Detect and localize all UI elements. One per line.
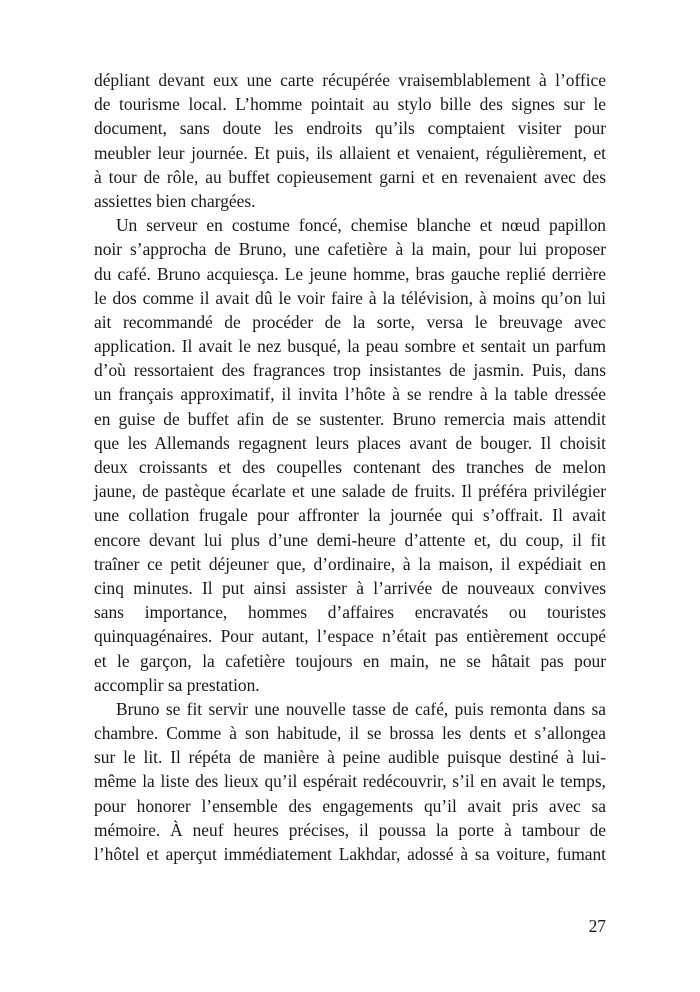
- text-line: de tourisme local. L’homme pointait au stylo bille des signes sur le: [94, 94, 606, 115]
- text-line: mémoire. À neuf heures précises, il poussa la porte à tambour de: [94, 819, 606, 840]
- paragraph-start-line: Bruno se fit servir une nouvelle tasse de café, puis remonta dans sa: [116, 698, 606, 719]
- body-text: [94, 68, 606, 866]
- text-line: deux croissants et des coupelles contenant des tranches de melon: [94, 457, 606, 477]
- text-line: pour honorer l’ensemble des engagements qu’il avait pris avec sa: [94, 795, 606, 816]
- text-line: du café. Bruno acquiesça. Le jeune homme, bras gauche replié derrière: [94, 263, 606, 284]
- text-line: un français approximatif, il invita l’hôte à se rendre à la table dressée: [94, 384, 606, 405]
- text-line: même la liste des lieux qu’il espérait redécouvrir, s’il en avait le temps,: [94, 771, 606, 792]
- text-line: en guise de buffet afin de se sustenter. Bruno remercia mais attendit: [94, 408, 606, 429]
- text-line: encore devant lui plus d’une demi-heure d’attente et, du coup, il fit: [94, 529, 606, 550]
- text-line: dépliant devant eux une carte récupérée vraisemblablement à l’office: [94, 70, 606, 90]
- text-line: cinq minutes. Il put ainsi assister à l’arrivée de nouveaux convives: [94, 577, 606, 598]
- page-number: 27: [588, 916, 606, 936]
- text-line: noir s’approcha de Bruno, une cafetière à la main, pour lui proposer: [94, 239, 606, 260]
- text-line: une collation frugale pour affronter la journée qui s’offrait. Il avait: [94, 505, 606, 526]
- text-line: ait recommandé de procéder de la sorte, versa le breuvage avec: [94, 311, 606, 332]
- text-line: et le garçon, la cafetière toujours en main, ne se hâtait pas pour: [94, 650, 606, 671]
- paragraph-start-line: Un serveur en costume foncé, chemise blanche et nœud papillon: [116, 215, 606, 236]
- paragraph-end-line: accomplir sa prestation.: [94, 674, 260, 695]
- text-line: quinquagénaires. Pour autant, l’espace n’était pas entièrement occupé: [94, 626, 606, 647]
- text-line: application. Il avait le nez busqué, la peau sombre et sentait un parfum: [94, 336, 606, 357]
- text-line: le dos comme il avait dû le voir faire à la télévision, à moins qu’on lui: [94, 287, 606, 308]
- text-line: d’où ressortaient des fragrances trop insistantes de jasmin. Puis, dans: [94, 360, 606, 381]
- text-line: que les Allemands regagnent leurs places avant de bouger. Il choisit: [94, 432, 606, 453]
- text-line: chambre. Comme à son habitude, il se brossa les dents et s’allongea: [94, 723, 606, 744]
- text-line: à tour de rôle, au buffet copieusement garni et en revenaient avec des: [94, 166, 606, 187]
- text-line: sur le lit. Il répéta de manière à peine audible puisque destiné à lui-: [94, 747, 606, 768]
- text-line: traîner ce petit déjeuner que, d’ordinaire, à la maison, il expédiait en: [94, 553, 606, 574]
- text-line: l’hôtel et aperçut immédiatement Lakhdar, adossé à sa voiture, fumant: [94, 844, 606, 864]
- text-line: jaune, de pastèque écarlate et une salade de fruits. Il préféra privilégier: [94, 481, 606, 502]
- text-line: document, sans doute les endroits qu’ils comptaient visiter pour: [94, 118, 606, 139]
- paragraph-end-line: assiettes bien chargées.: [94, 190, 256, 211]
- text-line: meubler leur journée. Et puis, ils allaient et venaient, régulièrement, et: [94, 142, 606, 163]
- text-line: sans importance, hommes d’affaires encravatés ou touristes: [94, 602, 606, 623]
